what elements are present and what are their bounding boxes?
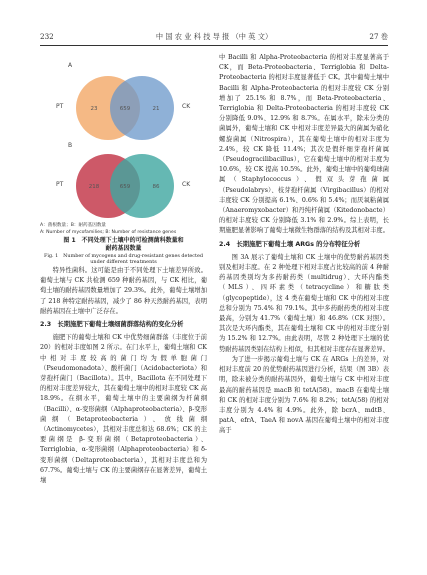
figure-caption-en-line2: under different treatments — [90, 259, 157, 265]
running-header — [40, 32, 388, 44]
figure-caption-cn-line1: 图 1 不同处理下土壤中的可检测菌科数量和 — [63, 237, 184, 244]
venn-a-pt-label: PT — [56, 103, 64, 110]
venn-b-ck-label: CK — [182, 181, 191, 188]
venn-a-intersection: 659 — [119, 106, 131, 112]
figure-caption-en-line1: Fig. 1 Number of mycogens and drug-resistant genes detected — [43, 253, 204, 259]
paragraph: 为了进一步揭示葡萄土壤与 CK 在 ARGs 上的差异，对相对丰度前 20 的优势耐药基因进行分析，结果（图 3B）表明，除未被分类的耐药基因外，葡萄土壤与 CK 中相对丰度最高的耐药基因是 macB 和 tetA(58)。macB 在葡萄土壤和 CK 的相对丰度分别为 7.6% 和 8.2%；tetA(58) 的相对丰度分别为 4.4% 和 4.9%。此外，除 bcrA、mdtB、patA、efrA、TaeA 和 novA 基因在葡萄土壤中的相对丰度高于 — [219, 355, 389, 435]
section-heading-2-3: 2.3 长期施肥下葡萄土壤细菌群落结构的变化分析 — [40, 321, 184, 329]
right-column — [219, 53, 389, 437]
figure-caption-cn-line2: 耐药基因数量 — [105, 245, 142, 252]
paragraph: 施肥下的葡萄土壤和 CK 中优势细菌群落（丰度位于前 20）的相对丰度如图 2 所示。在门水平上，葡萄土壤和 CK 中相对丰度较高的菌门均为假单胞菌门（Pseudomonadota）、酸杆菌门（Acidobacteriota）和芽孢杆菌门（Bacillota）。其中，Bacillota 在不同处理下的相对丰度差异较大，其在葡萄土壤中的相对丰度较 CK 高 18.9%。在纲水平，葡萄土壤中的主要菌纲为杆菌纲（Bacilli）、α-变形菌纲（Alphaproteobacteria）、β-变形菌纲（Betaproteobacteria）、放线菌纲（Actinomycetes），其相对丰度总和达 68.6%；CK 的主要菌纲是 β-变形菌纲（Betaproteobacteria）、Terriglobia、α-变形菌纲（Alphaproteobacteria）和 δ-变形菌纲（Deltaproteobacteria），其相对丰度总和为 67.7%。葡萄土壤与 CK 的主要菌纲存在显著差异，葡萄土壤 — [40, 334, 208, 485]
section-heading-2-4: 2.4 长期施肥下葡萄土壤 ARGs 的分布特征分析 — [219, 240, 361, 248]
venn-a-ck-label: CK — [182, 103, 191, 110]
header-rule — [40, 45, 388, 46]
figure-caption-en — [40, 253, 207, 265]
page-number: 232 — [40, 32, 54, 41]
volume-label: 27 卷 — [369, 32, 388, 41]
paragraph: 特异性菌科。这可能是由于不同处理下土壤差异所致。葡萄土壤与 CK 共检测 659 种耐药基因，与 CK 相比，葡萄土壤的耐药基因数量增加了 29.3%。此外，葡萄土壤增加了 218 种特定耐药基因，减少了 86 种天然耐药基因，表明耐药基因在土壤中广泛存在。 — [40, 267, 207, 315]
journal-title: 中 国 农 业 科 技 导 报 （中 英 文） — [155, 32, 273, 41]
figure-note-cn: A：菌根数量；B：耐药基因数量 — [40, 223, 107, 228]
panel-b-label: B — [68, 142, 73, 149]
paragraph: 图 3A 展示了葡萄土壤和 CK 土壤中的优势耐药基因类别及相对丰度。在 2 种处理下相对丰度占比较高的前 4 种耐药基因类别均为多药耐药类（multidrug）、大环内酯类（MLS）、四环素类（tetracycline）和糖肽类（glycopeptide），这 4 类在葡萄土壤和 CK 中的相对丰度总和分别为 75.4% 和 79.1%。其中多药耐药类的相对丰度最高，分别为 41.7%（葡萄土壤）和 46.8%（CK 对照）。其次是大环内酯类，其在葡萄土壤和 CK 中的相对丰度分别为 15.2% 和 12.7%。由此表明，尽管 2 种处理下土壤的优势耐药基因类别在结构上相似，但其相对丰度存在显著差异。 — [219, 253, 390, 353]
figure-1 — [40, 52, 207, 257]
paragraph: 中 Bacilli 和 Alpha-Proteobacteria 的相对丰度显著高于 CK，而 Beta-Proteobacteria、Terriglobia 和 Delta-Proteobacteria 的相对丰度显著低于 CK。其中葡萄土壤中 Bacilli 和 Alpha-Proteobacteria 的相对丰度较 CK 分别增加了 25.1% 和 8.7%，而 Beta-Proteobacteria、Terriglobia 和 Delta-Proteobacteria 的相对丰度较 CK 分别降低 9.0%、12.9% 和 8.7%。在属水平，除未分类的菌属外，葡萄土壤和 CK 中相对丰度差异最大的菌属为硝化螺旋菌属（Nitrospira），其在葡萄土壤中的相对丰度为 2.4%，较 CK 降低 11.4%；其次是假纤细芽孢杆菌属（Pseudogracilibacillus），它在葡萄土壤中的相对丰度为 10.6%，较 CK 提高 10.5%。此外，葡萄土壤中的葡萄球菌属（Staphylococcus）、假双头芽孢菌属（Pseudolabrys）、枝芽孢杆菌属（Virgibacillus）的相对丰度较 CK 分别提高 6.1%、0.6% 和 5.4%；而厌氧粘菌属（Anaeromyxobacter）和丹纯杆菌属（Kitedonobacte）的相对丰度较 CK 分别降低 3.1% 和 2.9%。综上表明，长期施肥显著影响了葡萄土壤微生物群落的结构及其相对丰度。 — [219, 54, 390, 235]
venn-b-pt-label: PT — [56, 181, 64, 188]
panel-a-label: A — [68, 62, 73, 69]
left-column — [40, 266, 207, 486]
venn-a-only-pt: 23 — [90, 106, 98, 112]
figure-note-en: A: Number of mycofamilies; B: Number of resistance genes — [40, 230, 177, 235]
venn-a-only-ck: 21 — [152, 106, 160, 112]
venn-b-only-pt: 218 — [88, 184, 100, 190]
venn-b-only-ck: 86 — [152, 184, 160, 190]
venn-b-intersection: 659 — [119, 184, 131, 190]
